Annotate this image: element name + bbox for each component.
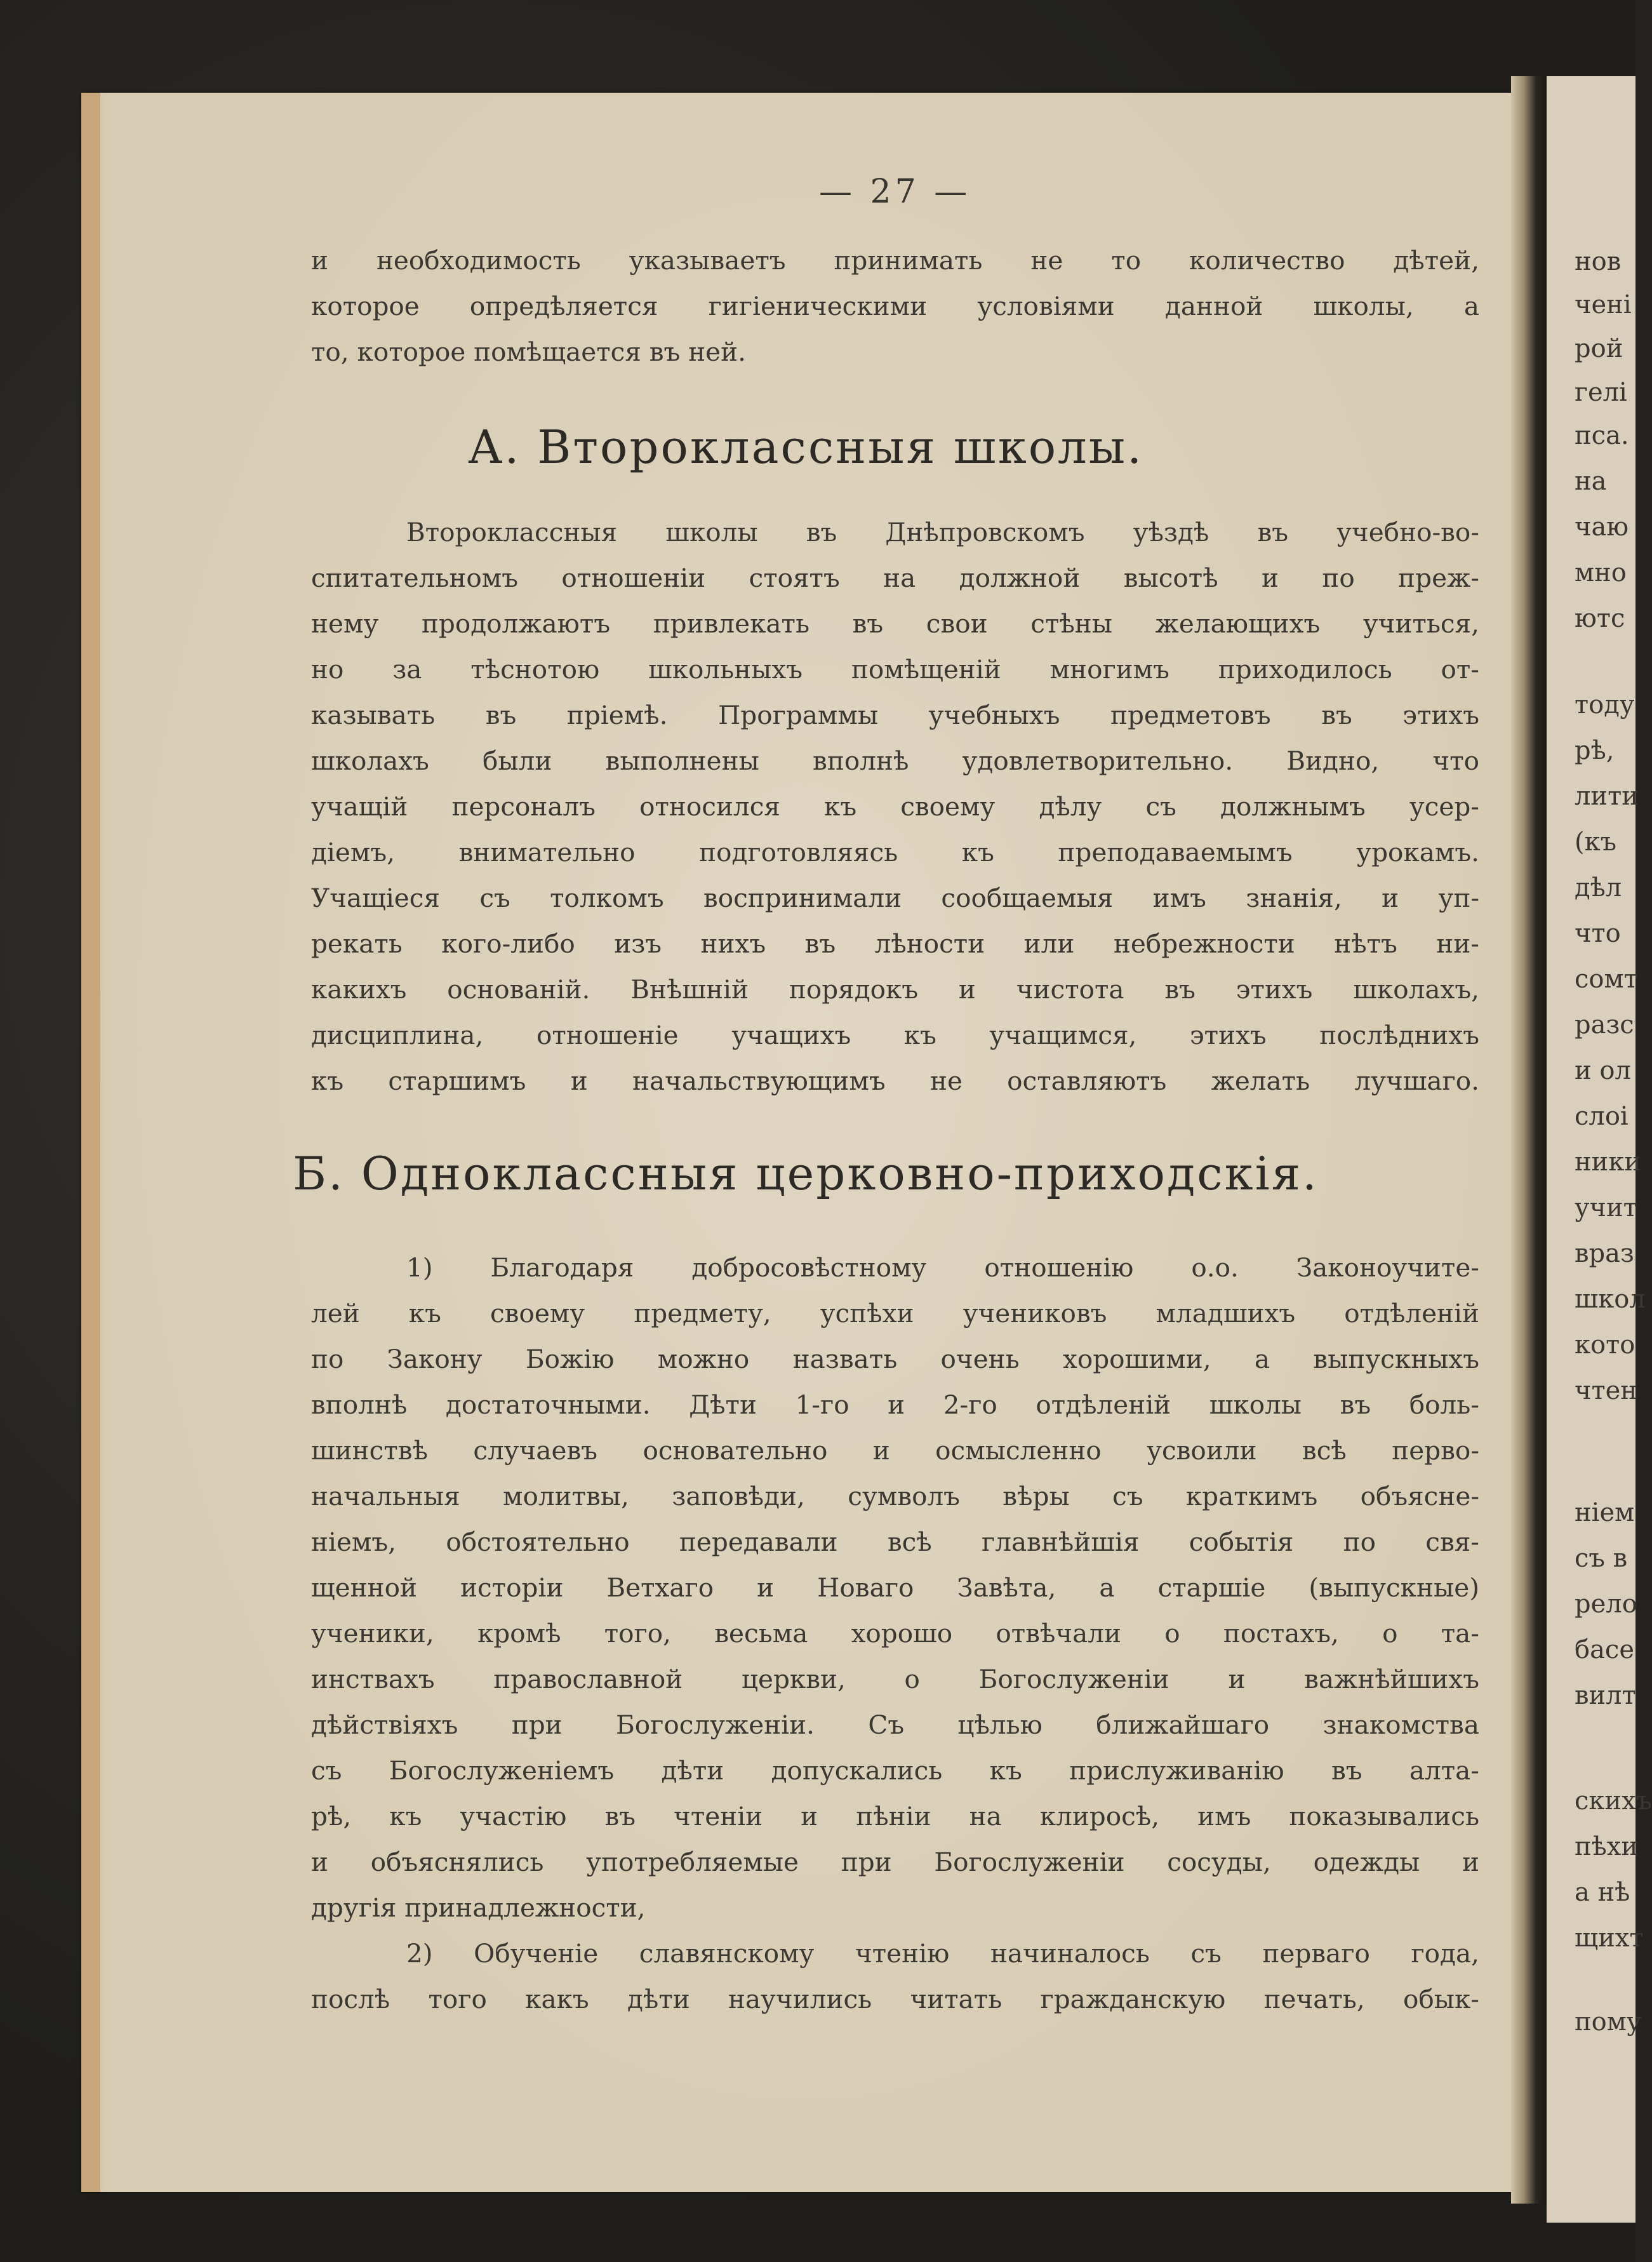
text-line: Второклассныя школы въ Днѣпровскомъ уѣздѣ въ учебно-во-: [406, 517, 1479, 547]
text-line: съ Богослуженіемъ дѣти допускались къ прислуживанію въ алта-: [311, 1755, 1479, 1786]
next-page-line: (къ: [1575, 827, 1617, 857]
next-page-line: пѣхи: [1575, 1832, 1638, 1861]
text-line: 2) Обученіе славянскому чтенію начиналось съ перваго года,: [406, 1938, 1479, 1969]
text-line: другія принадлежности,: [311, 1892, 646, 1923]
text-line: то, которое помѣщается въ ней.: [311, 337, 747, 367]
next-page-line: лити: [1575, 782, 1639, 811]
next-page-line: пса.: [1575, 421, 1629, 450]
page-number: — 27 —: [819, 173, 971, 211]
text-line: но за тѣснотою школьныхъ помѣщеній многимъ приходилось от-: [311, 654, 1479, 685]
next-page-line: ютс: [1575, 604, 1625, 633]
text-line: вполнѣ достаточными. Дѣти 1-го и 2-го отдѣленій школы въ боль-: [311, 1389, 1479, 1420]
text-line: дисциплина, отношеніе учащихъ къ учащимся, этихъ послѣднихъ: [311, 1020, 1479, 1050]
text-line: діемъ, внимательно подготовляясь къ преподаваемымъ урокамъ.: [311, 837, 1479, 867]
next-page-line: пому: [1575, 2007, 1642, 2037]
next-page-line: гелі: [1575, 378, 1627, 407]
section-a-paragraph: [311, 509, 1479, 1104]
text-line: какихъ основаній. Внѣшній порядокъ и чистота въ этихъ школахъ,: [311, 974, 1479, 1005]
text-line: 1) Благодаря добросовѣстному отношенію о.о. Законоучите-: [406, 1252, 1479, 1283]
text-line: шинствѣ случаевъ основательно и осмысленно усвоили всѣ перво-: [311, 1435, 1479, 1466]
next-page-line: рело: [1575, 1589, 1637, 1619]
text-line: нему продолжаютъ привлекать въ свои стѣны желающихъ учиться,: [311, 608, 1479, 639]
next-page-line: чені: [1575, 290, 1632, 319]
book-gutter: [1511, 76, 1547, 2204]
text-line: ніемъ, обстоятельно передавали всѣ главнѣйшія событія по свя-: [311, 1527, 1479, 1557]
text-line: школахъ были выполнены вполнѣ удовлетворительно. Видно, что: [311, 746, 1479, 776]
text-line: и необходимость указываетъ принимать не то количество дѣтей,: [311, 245, 1479, 276]
next-page-line: враз: [1575, 1239, 1634, 1268]
next-page-line: скихъ: [1575, 1786, 1652, 1816]
text-line: дѣйствіяхъ при Богослуженіи. Съ цѣлью ближайшаго знакомства: [311, 1710, 1479, 1740]
next-page-line: тоду: [1575, 690, 1635, 719]
text-line: рѣ, къ участію въ чтеніи и пѣніи на клиросѣ, имъ показывались: [311, 1801, 1479, 1831]
next-page-line: слоі: [1575, 1102, 1629, 1131]
next-page-line: рѣ,: [1575, 736, 1615, 765]
text-line: которое опредѣляется гигіеническими условіями данной школы, а: [311, 291, 1479, 321]
text-line: щенной исторіи Ветхаго и Новаго Завѣта, а старшіе (выпускные): [311, 1572, 1479, 1603]
text-line: по Закону Божію можно назвать очень хорошими, а выпускныхъ: [311, 1344, 1479, 1374]
next-page-line: на: [1575, 467, 1607, 496]
next-page-line: сомт: [1575, 965, 1638, 994]
next-page-line: рой: [1575, 334, 1623, 363]
next-page-line: вилт: [1575, 1681, 1636, 1710]
next-page-line: нов: [1575, 247, 1622, 276]
section-b-title: Б. Одноклассныя церковно-приходскія.: [293, 1147, 1319, 1200]
text-line: лей къ своему предмету, успѣхи учениковъ младшихъ отдѣленій: [311, 1298, 1479, 1328]
text-line: Учащіеся съ толкомъ воспринимали сообщаемыя имъ знанія, и уп-: [311, 883, 1479, 913]
next-page-line: ніем: [1575, 1498, 1635, 1527]
text-line: учащій персоналъ относился къ своему дѣлу съ должнымъ усер-: [311, 791, 1479, 822]
text-line: къ старшимъ и начальствующимъ не оставляютъ желать лучшаго.: [311, 1066, 1479, 1096]
text-line: рекать кого-либо изъ нихъ въ лѣности или небрежности нѣтъ ни-: [311, 928, 1479, 959]
next-page-line: и ол: [1575, 1056, 1631, 1085]
section-b-paragraph-2: [311, 1931, 1479, 2022]
text-line: спитательномъ отношеніи стоятъ на должной высотѣ и по преж-: [311, 563, 1479, 593]
next-page-line: мно: [1575, 558, 1627, 587]
next-page-line: школ: [1575, 1285, 1646, 1314]
text-line: начальныя молитвы, заповѣди, сумволъ вѣры съ краткимъ объясне-: [311, 1481, 1479, 1511]
next-page-line: щихт: [1575, 1924, 1644, 1953]
next-page-line: а нѣ: [1575, 1878, 1630, 1907]
text-line: и объяснялись употребляемые при Богослуженіи сосуды, одежды и: [311, 1847, 1479, 1877]
next-page-line: ники: [1575, 1148, 1641, 1177]
page-edge: [81, 93, 100, 2192]
intro-paragraph: [311, 238, 1479, 329]
next-page-line: чаю: [1575, 512, 1629, 542]
text-line: казывать въ пріемѣ. Программы учебныхъ предметовъ въ этихъ: [311, 700, 1479, 730]
next-page-line: кото: [1575, 1330, 1635, 1360]
next-page-line: чтен: [1575, 1376, 1637, 1405]
section-a-title: А. Второклассныя школы.: [468, 420, 1143, 474]
next-page-line: разс: [1575, 1010, 1634, 1040]
text-line: послѣ того какъ дѣти научились читать гражданскую печать, обык-: [311, 1984, 1479, 2014]
section-b-paragraph-1: [311, 1245, 1479, 1885]
next-page-fragment: [1547, 76, 1652, 2223]
next-page-line: что: [1575, 919, 1621, 948]
next-page-line: учит: [1575, 1193, 1637, 1222]
text-line: ученики, кромѣ того, весьма хорошо отвѣчали о постахъ, о та-: [311, 1618, 1479, 1649]
next-page-line: дѣл: [1575, 873, 1622, 902]
text-line: инствахъ православной церкви, о Богослуженіи и важнѣйшихъ: [311, 1664, 1479, 1694]
next-page-line: басе: [1575, 1635, 1635, 1664]
next-page-line: съ в: [1575, 1544, 1628, 1573]
